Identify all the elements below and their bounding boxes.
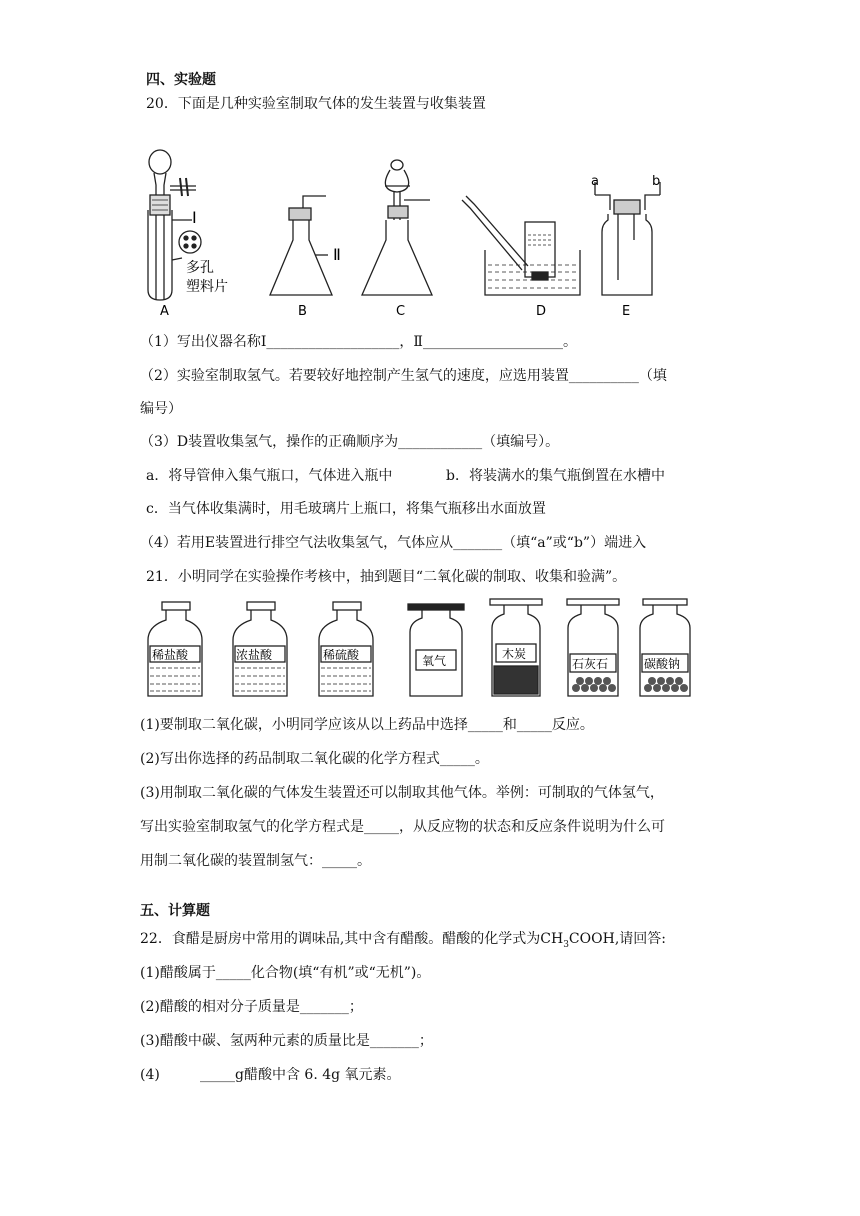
q21-part-3-line2: 写出实验室制取氢气的化学方程式是_____，从反应物的状态和反应条件说明为什么可 bbox=[140, 819, 665, 835]
question-20-stem: 20．下面是几种实验室制取气体的发生装置与收集装置 bbox=[146, 96, 486, 112]
q22-part-2: (2)醋酸的相对分子质量是_______； bbox=[140, 999, 363, 1015]
q20-part-1: （1）写出仪器名称Ⅰ___________________，Ⅱ____________________。 bbox=[140, 334, 577, 350]
bottle-label-4: 氧气 bbox=[422, 654, 447, 668]
q21-part-2: (2)写出你选择的药品制取二氧化碳的化学方程式_____。 bbox=[140, 751, 489, 767]
bottle-sodium-carbonate bbox=[640, 599, 690, 696]
q21-part-3-line3: 用制二氧化碳的装置制氢气：_____。 bbox=[140, 853, 371, 869]
formula-cooh: COOH bbox=[568, 931, 615, 947]
q21-part-3-line1: (3)用制取二氧化碳的气体发生装置还可以制取其他气体。举例：可制取的气体氢气， bbox=[140, 785, 664, 801]
label-roman-2: Ⅱ bbox=[333, 245, 341, 264]
q20-option-b: b．将装满水的集气瓶倒置在水槽中 bbox=[446, 468, 665, 484]
q22-part-4: _____g醋酸中含 6. 4g 氧元素。 bbox=[200, 1067, 401, 1083]
q22-part-4-number: (4) bbox=[140, 1067, 160, 1083]
label-port-b: b bbox=[652, 174, 661, 189]
apparatus-d bbox=[462, 196, 580, 295]
section-heading-experiment: 四、实验题 bbox=[146, 72, 216, 88]
q21-part-1: (1)要制取二氧化碳，小明同学应该从以上药品中选择_____和_____反应。 bbox=[140, 717, 594, 733]
q20-part-4: （4）若用E装置进行排空气法收集氢气，气体应从_______（填“a”或“b”）端进入 bbox=[140, 535, 647, 551]
q22-stem-post: ,请回答: bbox=[614, 931, 666, 947]
bottle-oxygen bbox=[408, 604, 464, 696]
q20-option-c: c．当气体收集满时，用毛玻璃片上瓶口，将集气瓶移出水面放置 bbox=[146, 501, 546, 517]
label-port-a: a bbox=[591, 174, 599, 189]
bottle-label-2: 浓盐酸 bbox=[236, 648, 273, 662]
label-D: D bbox=[536, 304, 547, 319]
q20-part-2-line2: 编号） bbox=[140, 401, 182, 417]
apparatus-figure bbox=[140, 140, 680, 325]
label-C: C bbox=[396, 304, 406, 319]
apparatus-c bbox=[362, 160, 432, 295]
bottle-limestone bbox=[567, 599, 619, 696]
bottle-label-5: 木炭 bbox=[502, 647, 527, 661]
bottle-label-7: 碳酸钠 bbox=[644, 657, 681, 671]
bottle-label-3: 稀硫酸 bbox=[323, 648, 360, 662]
bottle-label-1: 稀盐酸 bbox=[152, 648, 189, 662]
apparatus-e bbox=[595, 182, 660, 295]
formula-subscript: 3 bbox=[563, 939, 569, 950]
reagent-bottles-figure bbox=[140, 596, 700, 704]
formula-ch: CH bbox=[540, 931, 564, 947]
q20-part-2-line1: （2）实验室制取氢气。若要较好地控制产生氢气的速度，应选用装置__________（填 bbox=[140, 368, 667, 384]
label-porous-2: 塑料片 bbox=[186, 279, 228, 295]
q20-option-a: a．将导管伸入集气瓶口，气体进入瓶中 bbox=[146, 468, 393, 484]
label-A: A bbox=[160, 304, 169, 319]
label-roman-1: Ⅰ bbox=[192, 208, 197, 227]
bottle-label-6: 石灰石 bbox=[572, 657, 609, 671]
label-B: B bbox=[298, 304, 307, 319]
q22-part-3: (3)醋酸中碳、氢两种元素的质量比是_______； bbox=[140, 1033, 433, 1049]
section-heading-calculation: 五、计算题 bbox=[140, 903, 210, 919]
label-porous-1: 多孔 bbox=[186, 260, 214, 276]
q22-part-1: (1)醋酸属于_____化合物(填“有机”或“无机”)。 bbox=[140, 965, 431, 981]
apparatus-b bbox=[270, 196, 332, 295]
q22-stem-pre: 22．食醋是厨房中常用的调味品,其中含有醋酸。醋酸的化学式为 bbox=[140, 931, 541, 947]
question-22-stem bbox=[140, 929, 666, 955]
label-E: E bbox=[622, 304, 631, 319]
q20-part-3: （3）D装置收集氢气，操作的正确顺序为____________（填编号）。 bbox=[140, 434, 560, 450]
question-21-stem: 21．小明同学在实验操作考核中，抽到题目“二氧化碳的制取、收集和验满”。 bbox=[146, 569, 627, 585]
